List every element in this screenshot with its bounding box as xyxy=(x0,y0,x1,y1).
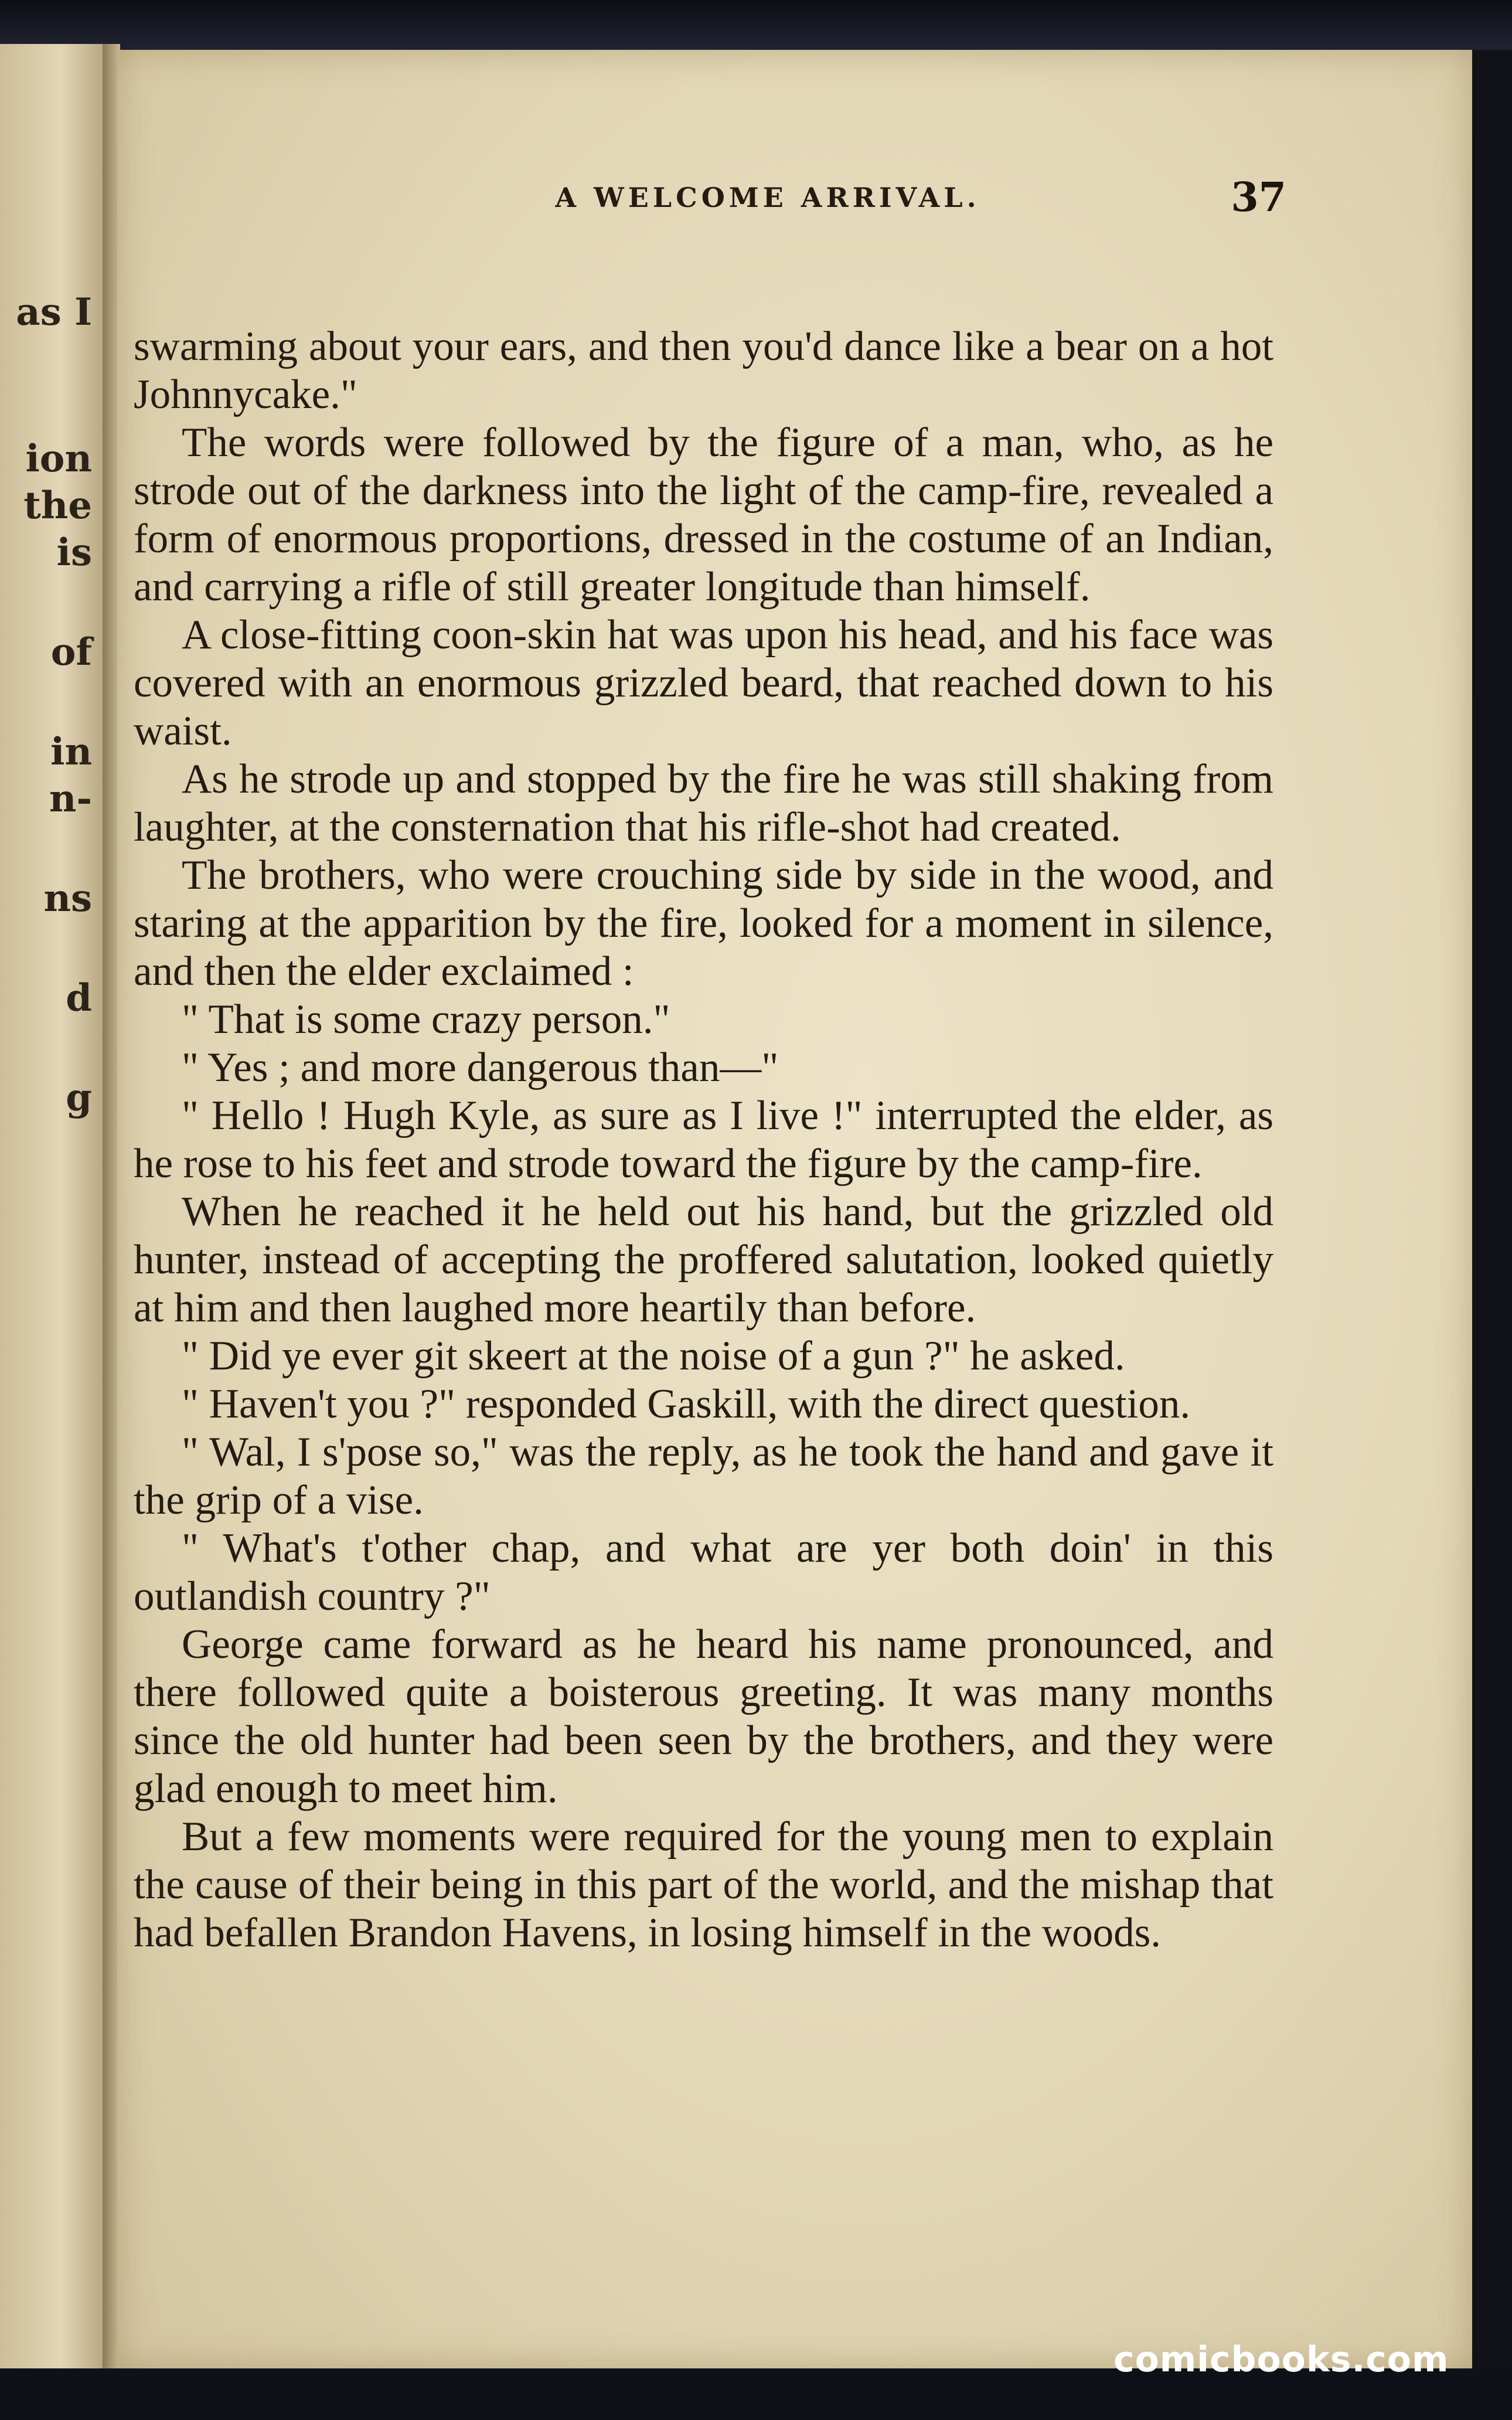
page-number: 37 xyxy=(1231,174,1286,221)
left-page-fragment: d xyxy=(66,976,92,1020)
scan-background-right xyxy=(1472,50,1512,2420)
paragraph: " Wal, I s'pose so," was the reply, as he took the hand and gave it the grip of a vise. xyxy=(134,1429,1273,1523)
left-page-fragment: the xyxy=(23,484,92,528)
paragraph: When he reached it he held out his hand, but the grizzled old hunter, instead of accepting the proffered salutation, looked quietly at him and then laughed more heartily than before. xyxy=(134,1189,1273,1331)
left-page-fragment: in xyxy=(50,730,92,774)
book-page xyxy=(117,50,1472,2368)
left-page-fragment: n- xyxy=(49,777,92,821)
left-page-fragment: is xyxy=(56,531,92,575)
paragraph: " What's t'other chap, and what are yer both doin' in this outlandish country ?" xyxy=(134,1525,1273,1619)
left-page-fragment: ion xyxy=(25,437,92,481)
paragraph: George came forward as he heard his name pronounced, and there followed quite a boisterous greeting. It was many months since the old hunter had been seen by the brothers, and they were glad enough to meet him. xyxy=(134,1622,1273,1811)
adjacent-page-edge xyxy=(0,44,105,2380)
paragraph: " Yes ; and more dangerous than—" xyxy=(182,1045,779,1090)
page-body-text xyxy=(134,322,1273,1957)
paragraph: " Did ye ever git skeert at the noise of a gun ?" he asked. xyxy=(182,1333,1125,1379)
running-head: A WELCOME ARRIVAL. xyxy=(555,182,980,213)
left-page-fragment: as I xyxy=(16,290,92,334)
paragraph: The brothers, who were crouching side by side in the wood, and staring at the apparition by the fire, looked for a moment in silence, and then the elder exclaimed : xyxy=(134,852,1273,994)
left-page-fragment: of xyxy=(50,630,92,674)
paragraph: But a few moments were required for the young men to explain the cause of their being in this part of the world, and the mishap that had befallen Brandon Havens, in losing himself in the woods. xyxy=(134,1814,1273,1956)
paragraph: A close-fitting coon-skin hat was upon his head, and his face was covered with an enormous grizzled beard, that reached down to his waist. xyxy=(134,612,1273,754)
left-page-fragment: g xyxy=(66,1076,92,1120)
paragraph: " That is some crazy person." xyxy=(182,997,670,1042)
paragraph: The words were followed by the figure of a man, who, as he strode out of the darkness into the light of the camp-fire, revealed a form of enormous proportions, dressed in the costume of an Indian, and carrying a rifle of still greater longitude than himself. xyxy=(134,420,1273,610)
left-page-fragment: ns xyxy=(43,876,92,920)
paragraph: As he strode up and stopped by the fire he was still shaking from laughter, at the consternation that his rifle-shot had created. xyxy=(134,756,1273,850)
watermark: comicbooks.com xyxy=(1113,2339,1449,2380)
paragraph: swarming about your ears, and then you'd dance like a bear on a hot Johnnycake." xyxy=(134,324,1273,417)
paragraph: " Haven't you ?" responded Gaskill, with the direct question. xyxy=(182,1381,1191,1427)
scan-background-top xyxy=(0,0,1512,56)
paragraph: " Hello ! Hugh Kyle, as sure as I live !" interrupted the elder, as he rose to his feet and strode toward the figure by the camp-fire. xyxy=(134,1093,1273,1187)
